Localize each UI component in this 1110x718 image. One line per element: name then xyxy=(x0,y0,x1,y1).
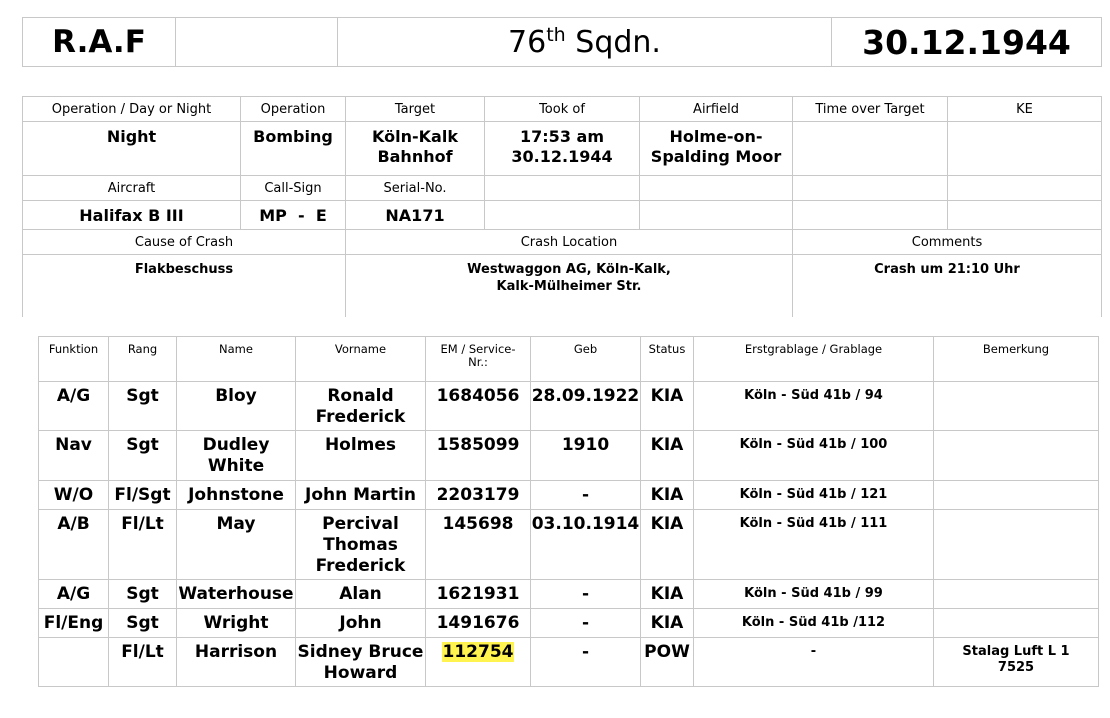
value-target xyxy=(346,122,485,176)
label-call-sign: Call-Sign xyxy=(241,176,346,201)
label-airfield: Airfield xyxy=(640,97,793,122)
cell-status: KIA xyxy=(641,580,694,609)
cell-rang: Fl/Lt xyxy=(109,510,177,580)
cell-status: KIA xyxy=(641,609,694,638)
value-call-sign: MP - E xyxy=(241,201,346,230)
squadron-ordinal: th xyxy=(546,23,566,46)
target-line-2: Bahnhof xyxy=(377,147,453,166)
label-ke: KE xyxy=(948,97,1102,122)
cell-vorname: Alan xyxy=(296,580,426,609)
cell-status: KIA xyxy=(641,481,694,510)
cell-funktion: A/G xyxy=(39,382,109,431)
airfield-line-1: Holme-on- xyxy=(669,127,763,146)
col-funktion: Funktion xyxy=(39,337,109,382)
cell-vorname: Sidney Bruce Howard xyxy=(296,638,426,687)
label-serial-no: Serial-No. xyxy=(346,176,485,201)
empty-cell xyxy=(640,176,793,201)
cell-status: POW xyxy=(641,638,694,687)
took-of-time: 17:53 am xyxy=(520,127,604,146)
label-comments: Comments xyxy=(793,230,1102,255)
label-crash-location: Crash Location xyxy=(346,230,793,255)
empty-cell xyxy=(948,176,1102,201)
squadron-number: 76 xyxy=(508,24,547,60)
cell-vorname: John xyxy=(296,609,426,638)
cell-bemerkung xyxy=(934,431,1099,481)
cell-funktion: Nav xyxy=(39,431,109,481)
cell-status: KIA xyxy=(641,382,694,431)
table-row xyxy=(39,580,1099,609)
cell-rang: Sgt xyxy=(109,431,177,481)
cell-grablage: Köln - Süd 41b / 111 xyxy=(694,510,934,580)
col-geb: Geb xyxy=(531,337,641,382)
header-empty-cell xyxy=(176,18,338,67)
highlighted-service-number: 112754 xyxy=(442,642,514,662)
cell-bemerkung xyxy=(934,609,1099,638)
table-row xyxy=(39,481,1099,510)
value-cause-of-crash: Flakbeschuss xyxy=(23,255,346,318)
cell-status: KIA xyxy=(641,510,694,580)
empty-cell xyxy=(793,176,948,201)
table-row xyxy=(39,510,1099,580)
cell-bemerkung xyxy=(934,580,1099,609)
col-em-line-2: Nr.: xyxy=(468,355,488,369)
label-took-of: Took of xyxy=(485,97,640,122)
cell-geb: 1910 xyxy=(531,431,641,481)
crash-location-line-1: Westwaggon AG, Köln-Kalk, xyxy=(467,262,671,277)
cell-grablage: Köln - Süd 41b / 94 xyxy=(694,382,934,431)
col-em-service-nr xyxy=(426,337,531,382)
label-aircraft: Aircraft xyxy=(23,176,241,201)
cell-em: 1621931 xyxy=(426,580,531,609)
cell-bemerkung xyxy=(934,481,1099,510)
cell-name: Waterhouse xyxy=(177,580,296,609)
target-line-1: Köln-Kalk xyxy=(372,127,458,146)
cell-geb: - xyxy=(531,609,641,638)
col-grablage: Erstgrablage / Grablage xyxy=(694,337,934,382)
cell-geb: - xyxy=(531,638,641,687)
table-row xyxy=(39,638,1099,687)
col-name: Name xyxy=(177,337,296,382)
cell-vorname: Ronald Frederick xyxy=(296,382,426,431)
cell-funktion: W/O xyxy=(39,481,109,510)
cell-geb: 03.10.1914 xyxy=(531,510,641,580)
took-of-date: 30.12.1944 xyxy=(511,147,613,166)
cell-name: Bloy xyxy=(177,382,296,431)
value-ke xyxy=(948,122,1102,176)
label-cause-of-crash: Cause of Crash xyxy=(23,230,346,255)
cell-name: Johnstone xyxy=(177,481,296,510)
value-airfield xyxy=(640,122,793,176)
cell-name: May xyxy=(177,510,296,580)
empty-cell xyxy=(948,201,1102,230)
col-vorname: Vorname xyxy=(296,337,426,382)
bemerkung-line-1: Stalag Luft L 1 xyxy=(962,644,1070,659)
label-target: Target xyxy=(346,97,485,122)
header-table xyxy=(22,17,1102,67)
cell-funktion: Fl/Eng xyxy=(39,609,109,638)
cell-funktion: A/B xyxy=(39,510,109,580)
value-took-of xyxy=(485,122,640,176)
cell-rang: Sgt xyxy=(109,609,177,638)
value-operation: Bombing xyxy=(241,122,346,176)
cell-em: 1491676 xyxy=(426,609,531,638)
crash-location-line-2: Kalk-Mülheimer Str. xyxy=(496,279,642,294)
cell-funktion xyxy=(39,638,109,687)
header-date: 30.12.1944 xyxy=(832,18,1102,67)
cell-grablage: - xyxy=(694,638,934,687)
cell-geb: 28.09.1922 xyxy=(531,382,641,431)
cell-rang: Fl/Sgt xyxy=(109,481,177,510)
col-em-line-1: EM / Service- xyxy=(440,342,516,356)
table-row xyxy=(39,609,1099,638)
cell-grablage: Köln - Süd 41b / 99 xyxy=(694,580,934,609)
cell-status: KIA xyxy=(641,431,694,481)
cell-geb: - xyxy=(531,481,641,510)
label-time-over-target: Time over Target xyxy=(793,97,948,122)
cell-grablage: Köln - Süd 41b / 100 xyxy=(694,431,934,481)
value-aircraft: Halifax B III xyxy=(23,201,241,230)
cell-name: Harrison xyxy=(177,638,296,687)
cell-em: 2203179 xyxy=(426,481,531,510)
value-crash-location xyxy=(346,255,793,318)
crew-table xyxy=(38,336,1099,687)
cell-name: Wright xyxy=(177,609,296,638)
cell-rang: Fl/Lt xyxy=(109,638,177,687)
cell-vorname: Percival Thomas Frederick xyxy=(296,510,426,580)
empty-cell xyxy=(485,201,640,230)
squadron-title xyxy=(338,18,832,67)
cell-em: 145698 xyxy=(426,510,531,580)
empty-cell xyxy=(793,201,948,230)
cell-bemerkung xyxy=(934,382,1099,431)
cell-em: 1585099 xyxy=(426,431,531,481)
cell-funktion: A/G xyxy=(39,580,109,609)
cell-vorname: John Martin xyxy=(296,481,426,510)
cell-em xyxy=(426,638,531,687)
empty-cell xyxy=(640,201,793,230)
empty-cell xyxy=(485,176,640,201)
cell-grablage: Köln - Süd 41b / 121 xyxy=(694,481,934,510)
table-row xyxy=(39,382,1099,431)
value-day-night: Night xyxy=(23,122,241,176)
col-status: Status xyxy=(641,337,694,382)
cell-geb: - xyxy=(531,580,641,609)
cell-rang: Sgt xyxy=(109,580,177,609)
value-serial-no: NA171 xyxy=(346,201,485,230)
label-operation: Operation xyxy=(241,97,346,122)
squadron-suffix: Sqdn. xyxy=(565,24,661,60)
cell-bemerkung xyxy=(934,510,1099,580)
cell-grablage: Köln - Süd 41b /112 xyxy=(694,609,934,638)
cell-name: Dudley White xyxy=(177,431,296,481)
operation-table xyxy=(22,96,1102,317)
cell-vorname: Holmes xyxy=(296,431,426,481)
table-row xyxy=(39,431,1099,481)
label-op-day-night: Operation / Day or Night xyxy=(23,97,241,122)
value-comments: Crash um 21:10 Uhr xyxy=(793,255,1102,318)
cell-em: 1684056 xyxy=(426,382,531,431)
cell-bemerkung xyxy=(934,638,1099,687)
airfield-line-2: Spalding Moor xyxy=(650,147,782,166)
value-time-over-target xyxy=(793,122,948,176)
cell-rang: Sgt xyxy=(109,382,177,431)
raf-title: R.A.F xyxy=(23,18,176,67)
bemerkung-line-2: 7525 xyxy=(997,660,1035,675)
col-bemerkung: Bemerkung xyxy=(934,337,1099,382)
col-rang: Rang xyxy=(109,337,177,382)
